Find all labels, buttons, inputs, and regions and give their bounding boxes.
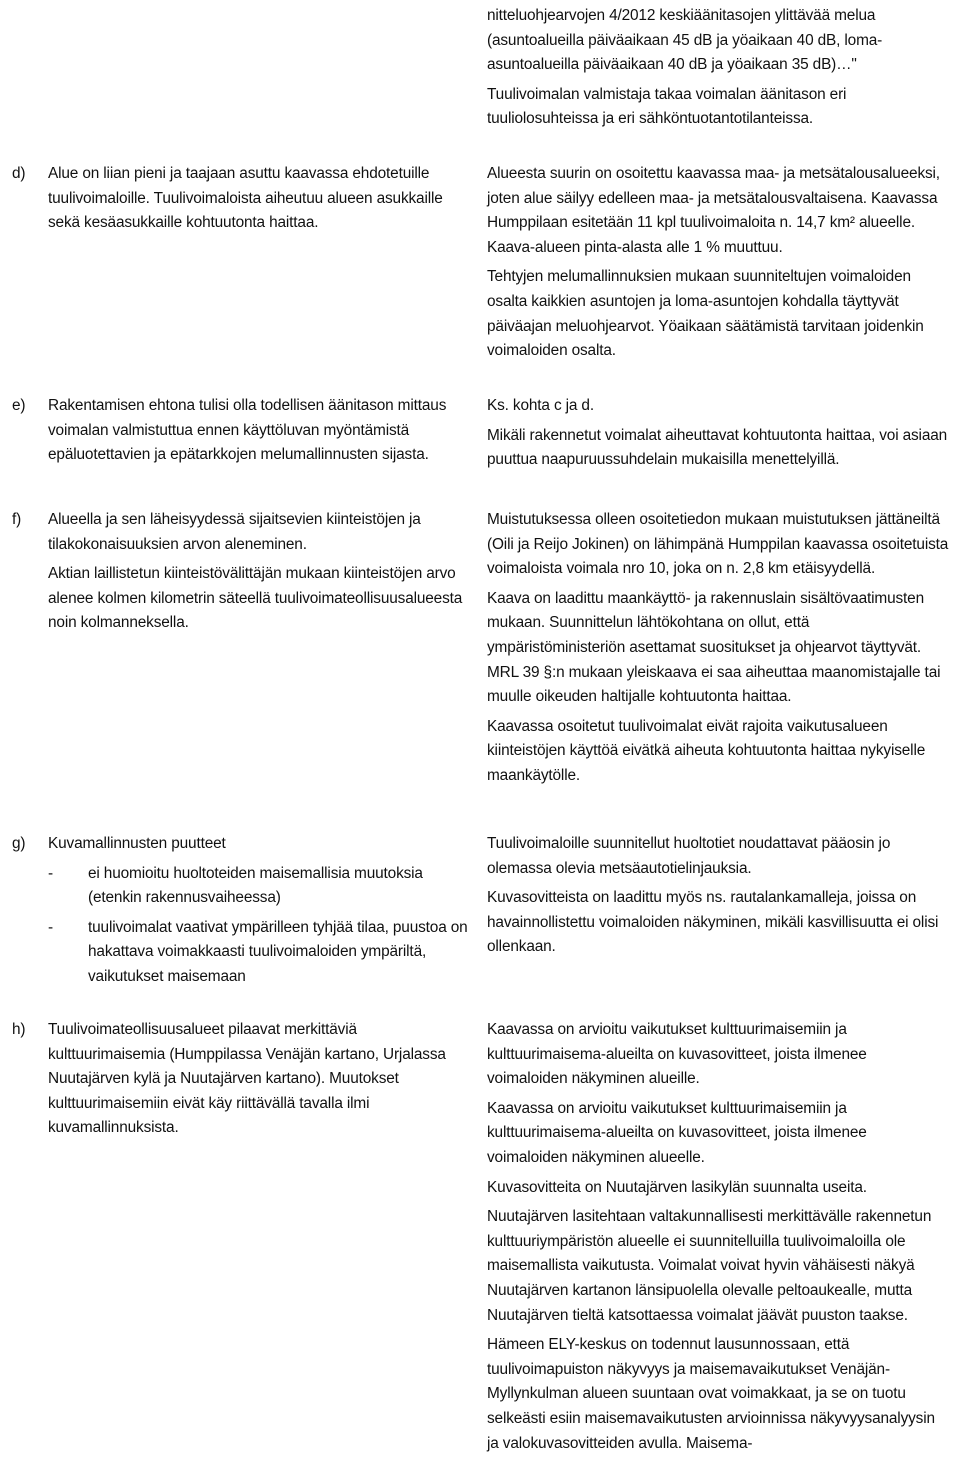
paragraph: Tuulivoimateollisuusalueet pilaavat merkittäviä kulttuurimaisemia (Humppilassa Venäjän kartano, Urjalassa Nuutajärven kylä ja Nuutajärven kartano). Muutokset kulttuurimaisemiin eivät käy riittävällä tavalla ilmi kuvamallinnuksista.	[48, 1021, 446, 1137]
item-letter: f)	[12, 511, 22, 528]
row-f-left	[12, 508, 472, 641]
list-item	[12, 162, 472, 236]
paragraph: Kuvamallinnusten puutteet	[48, 835, 226, 852]
top-right-block	[487, 4, 949, 137]
list-item	[12, 394, 472, 468]
paragraph: Tuulivoimalan valmistaja takaa voimalan äänitason eri tuuliolosuhteissa ja eri sähköntuotantotilanteissa.	[487, 85, 847, 128]
row-e-right	[487, 394, 949, 478]
paragraph: Kuvasovitteista on laadittu myös ns. rautalankamalleja, joissa on havainnollistettu voimaloiden näkyminen, mikäli kasvillisuutta ei olisi ollenkaan.	[487, 889, 939, 956]
dash-text: ei huomioitu huoltoteiden maisemallisia muutoksia (etenkin rakennusvaiheessa)	[88, 864, 423, 907]
row-h-left	[12, 1018, 472, 1141]
row-g-left	[12, 832, 472, 990]
paragraph: Ks. kohta c ja d.	[487, 397, 594, 414]
paragraph: Muistutuksessa olleen osoitetiedon mukaan muistutuksen jättäneiltä (Oili ja Reijo Jokinen) on lähimpänä Humppilan kaavassa osoitetuista voimaloista voimala nro 10, joka on n. 2,8 km etäisyydellä.	[487, 511, 949, 578]
item-letter: e)	[12, 397, 26, 414]
dash-item	[48, 862, 472, 911]
paragraph: Kaava on laadittu maankäyttö- ja rakennuslain sisältövaatimusten mukaan. Suunnittelun lähtökohtana on ollut, että ympäristöministeriön asettamat suositukset ja ohjearvot täyttyvät. MRL 39 §:n mukaan yleiskaava ei saa aiheuttaa maanomistajalle tai muulle oikeuden haltijalle kohtuutonta haittaa.	[487, 589, 941, 706]
paragraph: Rakentamisen ehtona tulisi olla todellisen äänitason mittaus voimalan valmistuttua ennen käyttöluvan myöntämistä epäluotettavien ja epätarkkojen melumallinnusten sijasta.	[48, 397, 447, 464]
row-d-right	[487, 162, 949, 369]
paragraph: Tuulivoimaloille suunnitellut huoltotiet noudattavat pääosin jo olemassa olevia metsäautotielinjauksia.	[487, 835, 891, 877]
dash-mark: -	[48, 918, 53, 936]
paragraph: Aktian laillistetun kiinteistövälittäjän mukaan kiinteistöjen arvo alenee kolmen kilometrin säteellä tuulivoimateollisuusalueesta noin kolmanneksella.	[48, 565, 463, 632]
row-f-right	[487, 508, 949, 794]
item-letter: d)	[12, 165, 26, 182]
paragraph: Kaavassa osoitetut tuulivoimalat eivät rajoita vaikutusalueen kiinteistöjen käyttöä eivätkä aiheuta kohtuutonta haittaa nykyiselle maankäytölle.	[487, 717, 926, 784]
row-e-left	[12, 394, 472, 468]
paragraph: Tehtyjen melumallinnuksien mukaan suunniteltujen voimaloiden osalta kaikkien asuntojen ja loma-asuntojen kohdalla täyttyvät päiväajan meluohjearvot. Yöaikaan säätämistä tarvitaan joidenkin voimaloiden osalta.	[487, 268, 924, 360]
paragraph: Nuutajärven lasitehtaan valtakunnallisesti merkittävälle rakennetun kulttuuriympäristön alueelle ei suunnitelluilla tuulivoimaloilla ole maisemallista vaikutusta. Voimalat voivat hyvin vähäisesti näkyä Nuutajärven kartanon länsipuolella olevalle peltoaukealle, mutta Nuutajärven tieltä katsottaessa voimalat jäävät puuston taakse.	[487, 1208, 932, 1324]
row-d-left	[12, 162, 472, 236]
paragraph: Kuvasovitteita on Nuutajärven lasikylän suunnalta useita.	[487, 1178, 867, 1196]
item-letter: h)	[12, 1021, 26, 1038]
paragraph: Alueella ja sen läheisyydessä sijaitsevien kiinteistöjen ja tilakokonaisuuksien arvon aleneminen.	[48, 511, 421, 553]
list-item	[12, 832, 472, 990]
row-g-right	[487, 832, 949, 965]
dash-text: tuulivoimalat vaativat ympärilleen tyhjää tilaa, puustoa on hakattava voimakkaasti tuulivoimaloiden ympäriltä, vaikutukset maisemaan	[88, 918, 468, 985]
list-item	[12, 1018, 472, 1141]
row-h-right	[487, 1018, 949, 1461]
paragraph: Kaavassa on arvioitu vaikutukset kulttuurimaisemiin ja kulttuurimaisema-alueilta on kuvasovitteet, joista ilmenee voimaloiden näkyminen alueelle.	[487, 1099, 867, 1166]
paragraph: Hämeen ELY-keskus on todennut lausunnossaan, että tuulivoimapuiston näkyvyys ja maisemavaikutukset Venäjän-Myllynkulman alueen suuntaan ovat voimakkaat, ja se on tuotu selkeästi esiin maisemavaikutusten arvioinnissa näkyvyysanalyysin ja valokuvasovitteiden avulla. Maisema-	[487, 1336, 935, 1452]
paragraph: Kaavassa on arvioitu vaikutukset kulttuurimaisemiin ja kulttuurimaisema-alueilta on kuvasovitteet, joista ilmenee voimaloiden näkyminen alueille.	[487, 1021, 867, 1088]
dash-item	[48, 916, 472, 990]
dash-mark: -	[48, 864, 53, 882]
paragraph: Mikäli rakennetut voimalat aiheuttavat kohtuutonta haittaa, voi asiaan puuttua naapuruussuhdelain mukaisilla menettelyillä.	[487, 426, 948, 469]
paragraph: nitteluohjearvojen 4/2012 keskiäänitasojen ylittävää melua (asuntoalueilla päiväaikaan 45 dB ja yöaikaan 40 dB, loma-asuntoalueilla päiväaikaan 40 dB ja yöaikaan 35 dB)…"	[487, 7, 883, 74]
paragraph: Alueesta suurin on osoitettu kaavassa maa- ja metsätalousalueeksi, joten alue säilyy edelleen maa- ja metsätalousvaltaisena. Kaavassa Humppilaan esitetään 11 kpl tuulivoimaloita n. 14,7 km² alueelle. Kaava-alueen pinta-alasta alle 1 % muuttuu.	[487, 165, 940, 256]
item-letter: g)	[12, 835, 26, 852]
list-item	[12, 508, 472, 636]
paragraph: Alue on liian pieni ja taajaan asuttu kaavassa ehdotetuille tuulivoimaloille. Tuulivoimaloista aiheutuu alueen asukkaille sekä kesäasukkaille kohtuutonta haittaa.	[48, 165, 443, 232]
